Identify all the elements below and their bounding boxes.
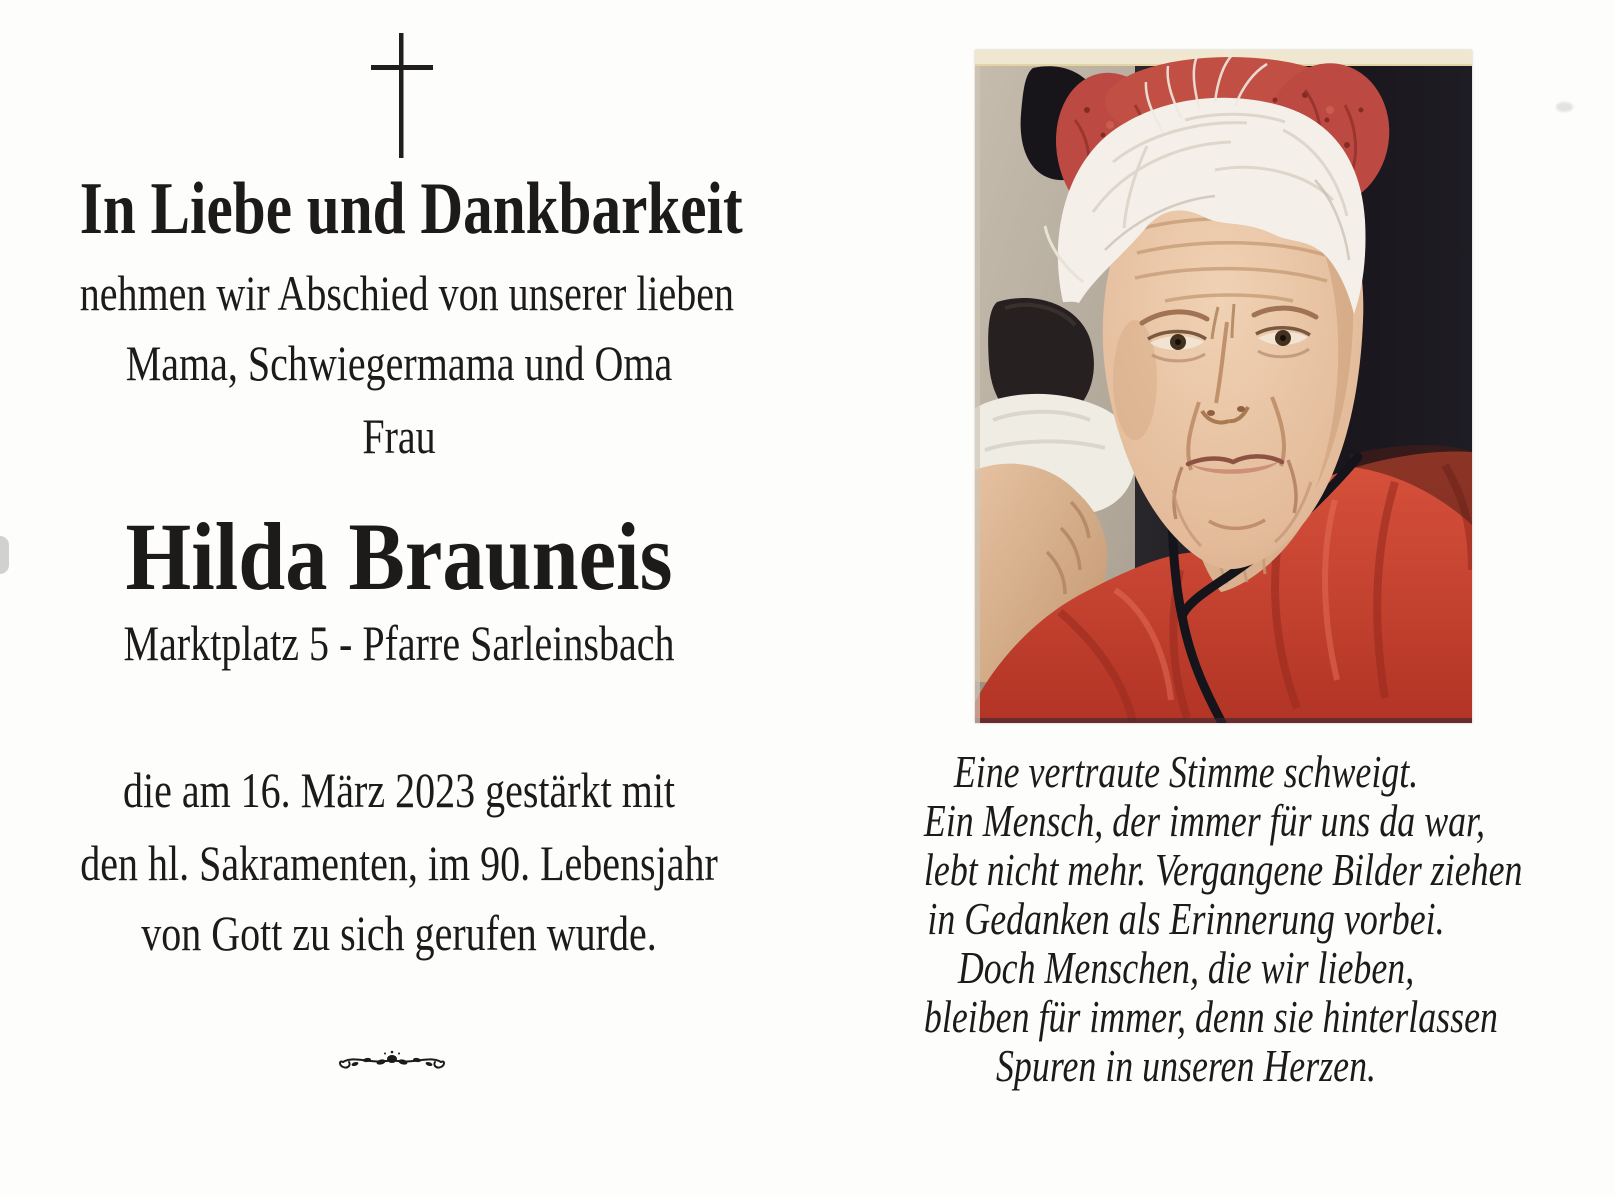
scan-artifact — [1556, 102, 1573, 112]
obituary-line: von Gott zu sich gerufen wurde. — [141, 905, 657, 961]
cross-icon — [360, 28, 442, 163]
poem-line: in Gedanken als Erinnerung vorbei. — [927, 893, 1445, 944]
poem-line: bleiben für immer, denn sie hinterlassen — [923, 991, 1498, 1042]
poem-line: Ein Mensch, der immer für uns da war, — [923, 795, 1486, 846]
poem-line: Eine vertraute Stimme schweigt. — [953, 746, 1419, 797]
obituary-line: den hl. Sakramenten, im 90. Lebensjahr — [80, 835, 718, 891]
photo-poem-panel — [798, 0, 1614, 1195]
card-heading: In Liebe und Dankbarkeit — [79, 168, 743, 250]
intro-line: Mama, Schwiegermama und Oma — [125, 335, 673, 391]
scan-artifact — [0, 536, 9, 574]
floral-ornament-icon — [337, 1049, 447, 1071]
memorial-poem — [850, 747, 1522, 1090]
poem-line: lebt nicht mehr. Vergangene Bilder ziehen — [923, 844, 1523, 895]
poem-line: Doch Menschen, die wir lieben, — [957, 942, 1415, 993]
deceased-name: Hilda Brauneis — [125, 503, 673, 610]
intro-line: nehmen wir Abschied von unserer lieben — [79, 265, 735, 321]
obituary-panel — [0, 0, 798, 1195]
obituary-line: die am 16. März 2023 gestärkt mit — [122, 762, 676, 818]
intro-line: Frau — [362, 408, 436, 464]
portrait-photo — [975, 50, 1472, 723]
address-line: Marktplatz 5 - Pfarre Sarleinsbach — [123, 615, 675, 671]
poem-line: Spuren in unseren Herzen. — [995, 1040, 1377, 1091]
